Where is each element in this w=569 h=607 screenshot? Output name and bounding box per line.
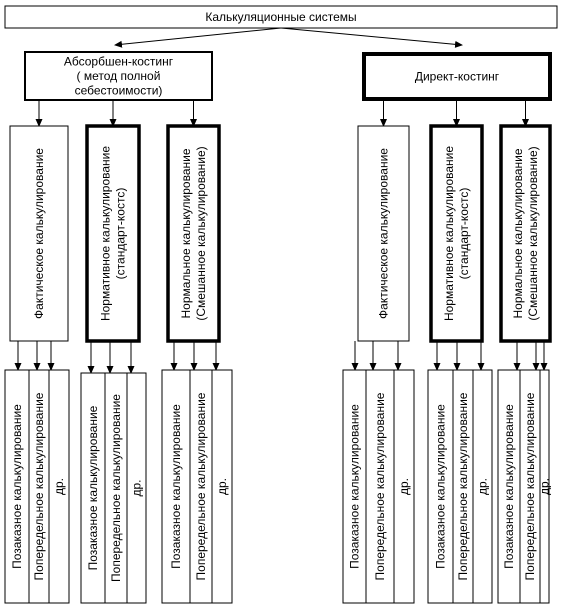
direct-costing-method-3-label-group: [511, 146, 540, 320]
direct-costing-method-2-label-line-2: (стандарт-костс): [457, 187, 471, 280]
absorption-costing-method-1-sub-3-label: др.: [52, 477, 66, 496]
absorption-costing-method-3-label-group: [179, 146, 208, 320]
absorption-costing-method-3-sub-1-label: Позаказное калькулирование: [169, 404, 183, 569]
direct-costing-method-2-label-line-1: Нормативное калькулирование: [442, 145, 456, 322]
direct-costing-method-1-label: Фактическое калькулирование: [376, 148, 391, 319]
direct-costing-method-3-label-line-1: Нормальное калькулирование: [511, 148, 525, 319]
direct-costing-method-3-sub-2-label-group: [523, 392, 537, 580]
absorption-costing-method-2-sub-3-label-group: [130, 479, 144, 496]
absorption-costing-method-1-sub-3-label-group: [52, 478, 66, 495]
absorption-costing-method-3-label-line-2: (Смешанное калькулирование): [194, 146, 208, 321]
absorption-costing-method-1-sub-2-label: Попередельное калькулирование: [32, 392, 46, 581]
direct-costing-method-1-label-group: [377, 148, 391, 319]
absorption-costing-method-2-label-line-2: (стандарт-костс): [113, 187, 128, 280]
absorption-costing-method-3-sub-3-label: др.: [215, 477, 229, 496]
direct-costing-title: Директ-костинг: [414, 69, 500, 84]
direct-costing-method-2-sub-2-label: Попередельное калькулирование: [456, 392, 470, 581]
absorption-costing-method-2-label-line-1: Нормативное калькулирование: [98, 145, 113, 322]
direct-costing-method-3-label-line-2: (Смешанное калькулирование): [526, 146, 540, 321]
absorption-costing-method-3-sub-2-label-group: [194, 392, 208, 580]
direct-costing-method-3-sub-3-label-group: [538, 478, 552, 495]
direct-costing-method-1-sub-1-label: Позаказное калькулирование: [347, 404, 362, 569]
direct-costing-method-3-sub-1-label: Позаказное калькулирование: [502, 404, 516, 569]
absorption-costing-method-1-label-group: [32, 148, 46, 319]
absorption-costing-title-line-2: ( метод полной: [76, 69, 161, 83]
direct-costing-method-1-sub-2-label-group: [373, 392, 387, 580]
absorption-costing-method-2-sub-1-label: Позаказное калькулирование: [86, 405, 100, 571]
root-node-label: Калькуляционные системы: [205, 10, 357, 24]
absorption-costing-method-2-sub-1-label-group: [86, 405, 100, 570]
absorption-costing-method-1-label: Фактическое калькулирование: [32, 148, 46, 319]
direct-costing-method-2-sub-1-label-group: [434, 404, 448, 569]
direct-costing-method-3-sub-3-label: др.: [537, 477, 552, 496]
direct-costing-method-1-sub-3-label: др.: [397, 477, 411, 496]
direct-costing-arrow: [281, 28, 462, 45]
direct-costing-method-2-sub-3-label: др.: [475, 477, 490, 496]
direct-costing-method-3-sub-2-label: Попередельное калькулирование: [523, 392, 537, 581]
node-layer: [5, 6, 557, 603]
absorption-costing-method-2-sub-3-label: др.: [129, 479, 144, 497]
absorption-costing-method-3-sub-3-label-group: [215, 478, 229, 495]
direct-costing-method-2-sub-2-label-group: [456, 392, 470, 580]
absorption-costing-method-3-sub-1-label-group: [169, 404, 183, 569]
absorption-costing-title-line-1: Абсорбшен-костинг: [63, 54, 174, 69]
absorption-costing-method-1-sub-1-label-group: [10, 404, 24, 569]
direct-costing-method-1-sub-1-label-group: [348, 404, 362, 569]
absorption-costing-method-3-sub-2-label: Попередельное калькулирование: [194, 392, 208, 581]
absorption-costing-title-line-3: себестоимости): [74, 83, 163, 98]
absorption-costing-method-2-sub-2-label: Попередельное калькулирование: [109, 394, 123, 582]
direct-costing-method-1-sub-2-label: Попередельное калькулирование: [373, 392, 387, 581]
direct-costing-method-2-sub-3-label-group: [476, 478, 490, 495]
absorption-costing-method-3-label-line-1: Нормальное калькулирование: [179, 148, 193, 319]
direct-costing-method-2-sub-1-label: Позаказное калькулирование: [433, 404, 448, 569]
absorption-costing-method-1-sub-1-label: Позаказное калькулирование: [10, 404, 24, 569]
absorption-costing-method-2-sub-2-label-group: [109, 394, 123, 582]
direct-costing-method-3-sub-1-label-group: [502, 404, 516, 569]
direct-costing-method-1-sub-3-label-group: [397, 478, 411, 495]
absorption-costing-method-1-sub-2-label-group: [32, 392, 46, 580]
absorption-costing-arrow: [115, 28, 281, 45]
